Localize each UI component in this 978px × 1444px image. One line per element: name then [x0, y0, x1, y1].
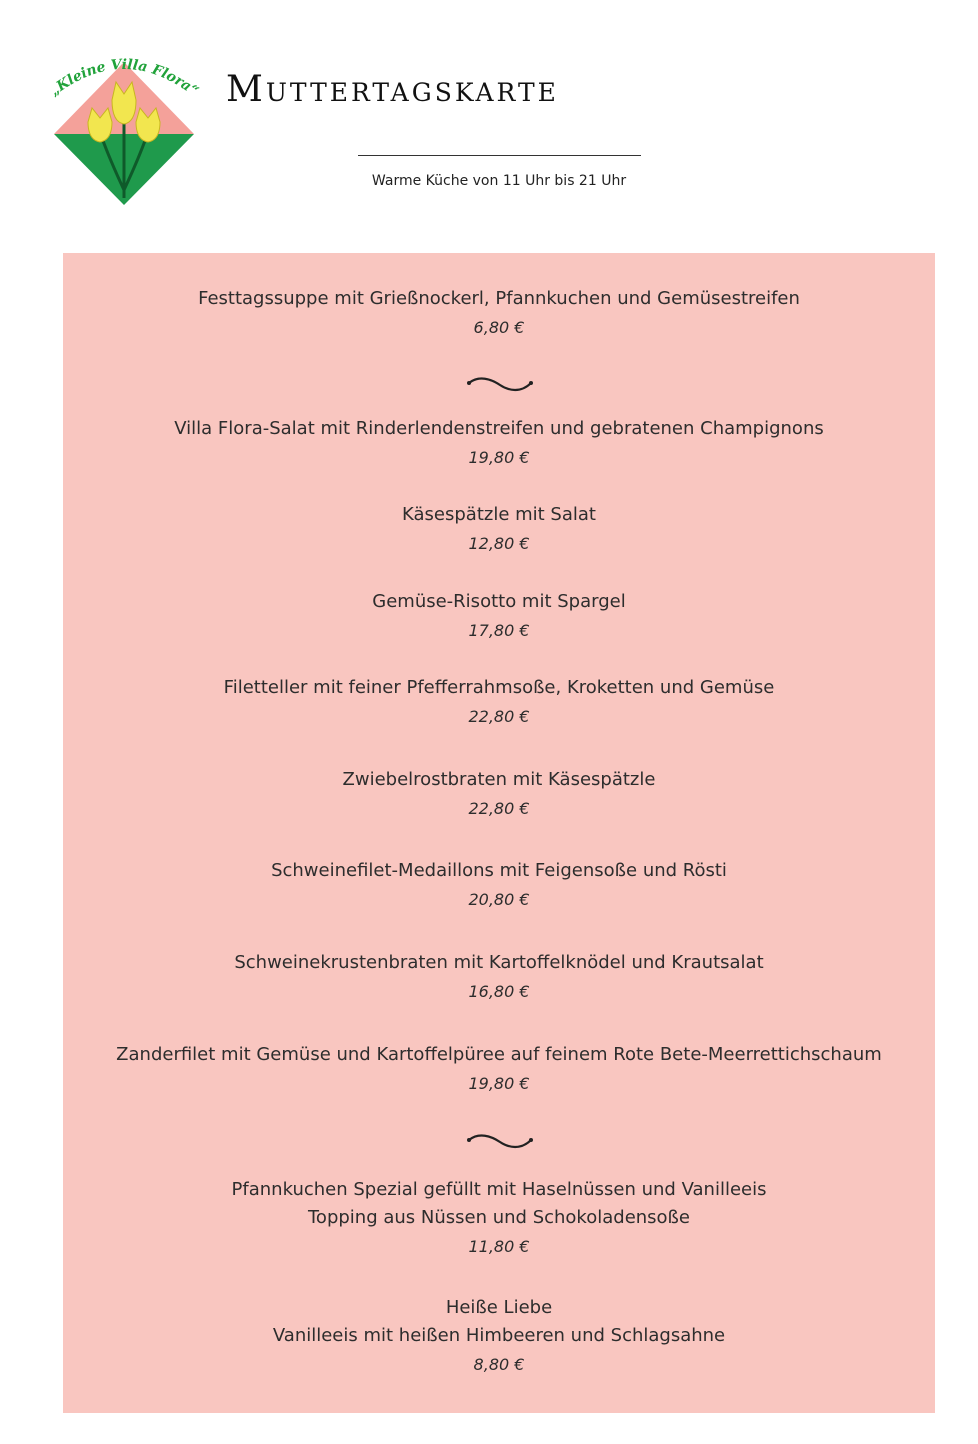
menu-item-name: Schweinefilet-Medaillons mit Feigensoße und Rösti — [271, 860, 727, 881]
menu-item-name: Heiße Liebe — [445, 1297, 553, 1318]
menu-item — [63, 949, 935, 1003]
menu-item-description: Topping aus Nüssen und Schokoladensoße — [308, 1207, 690, 1228]
swirl-divider-icon — [465, 1132, 535, 1150]
menu-item-name: Käsespätzle mit Salat — [402, 504, 596, 525]
menu-item-price: 8,80 € — [473, 1355, 525, 1374]
kitchen-hours: Warme Küche von 11 Uhr bis 21 Uhr — [371, 173, 627, 189]
logo-text: „Kleine Villa Flora“ — [46, 56, 202, 100]
menu-title: Muttertagskarte — [226, 69, 559, 110]
menu-item-price: 6,80 € — [473, 318, 525, 337]
menu-item-price: 16,80 € — [468, 982, 530, 1001]
menu-item-name: Zanderfilet mit Gemüse und Kartoffelpüree auf feinem Rote Bete-Meerrettichschaum — [116, 1044, 882, 1065]
kleine-villa-flora-logo — [44, 40, 204, 210]
menu-item-name: Festtagssuppe mit Grießnockerl, Pfannkuchen und Gemüsestreifen — [198, 288, 800, 309]
menu-item-description: Vanilleeis mit heißen Himbeeren und Schlagsahne — [272, 1325, 726, 1346]
menu-item — [63, 1041, 935, 1095]
menu-item-price: 19,80 € — [468, 448, 530, 467]
menu-item-price: 22,80 € — [468, 707, 530, 726]
swirl-divider-icon — [465, 375, 535, 393]
menu-item — [63, 766, 935, 820]
menu-item — [63, 674, 935, 728]
menu-item-name: Schweinekrustenbraten mit Kartoffelknödel und Krautsalat — [234, 952, 764, 973]
menu-item-name: Pfannkuchen Spezial gefüllt mit Haselnüssen und Vanilleeis — [231, 1179, 767, 1200]
menu-item-name: Zwiebelrostbraten mit Käsespätzle — [342, 769, 656, 790]
title-divider — [358, 155, 641, 156]
menu-item — [63, 588, 935, 642]
menu-item-name: Villa Flora-Salat mit Rinderlendenstreifen und gebratenen Champignons — [174, 418, 824, 439]
menu-item — [63, 1294, 935, 1376]
menu-item — [63, 1176, 935, 1258]
menu-item — [63, 501, 935, 555]
menu-item — [63, 857, 935, 911]
menu-item-name: Gemüse-Risotto mit Spargel — [372, 591, 626, 612]
menu-item-price: 19,80 € — [468, 1074, 530, 1093]
menu-item-price: 20,80 € — [468, 890, 530, 909]
menu-item-price: 17,80 € — [468, 621, 530, 640]
menu-item — [63, 285, 935, 339]
menu-item — [63, 415, 935, 469]
menu-item-name: Filetteller mit feiner Pfefferrahmsoße, Kroketten und Gemüse — [223, 677, 775, 698]
menu-panel — [63, 253, 935, 1413]
menu-item-price: 11,80 € — [468, 1237, 530, 1256]
menu-item-price: 12,80 € — [468, 534, 530, 553]
menu-item-price: 22,80 € — [468, 799, 530, 818]
